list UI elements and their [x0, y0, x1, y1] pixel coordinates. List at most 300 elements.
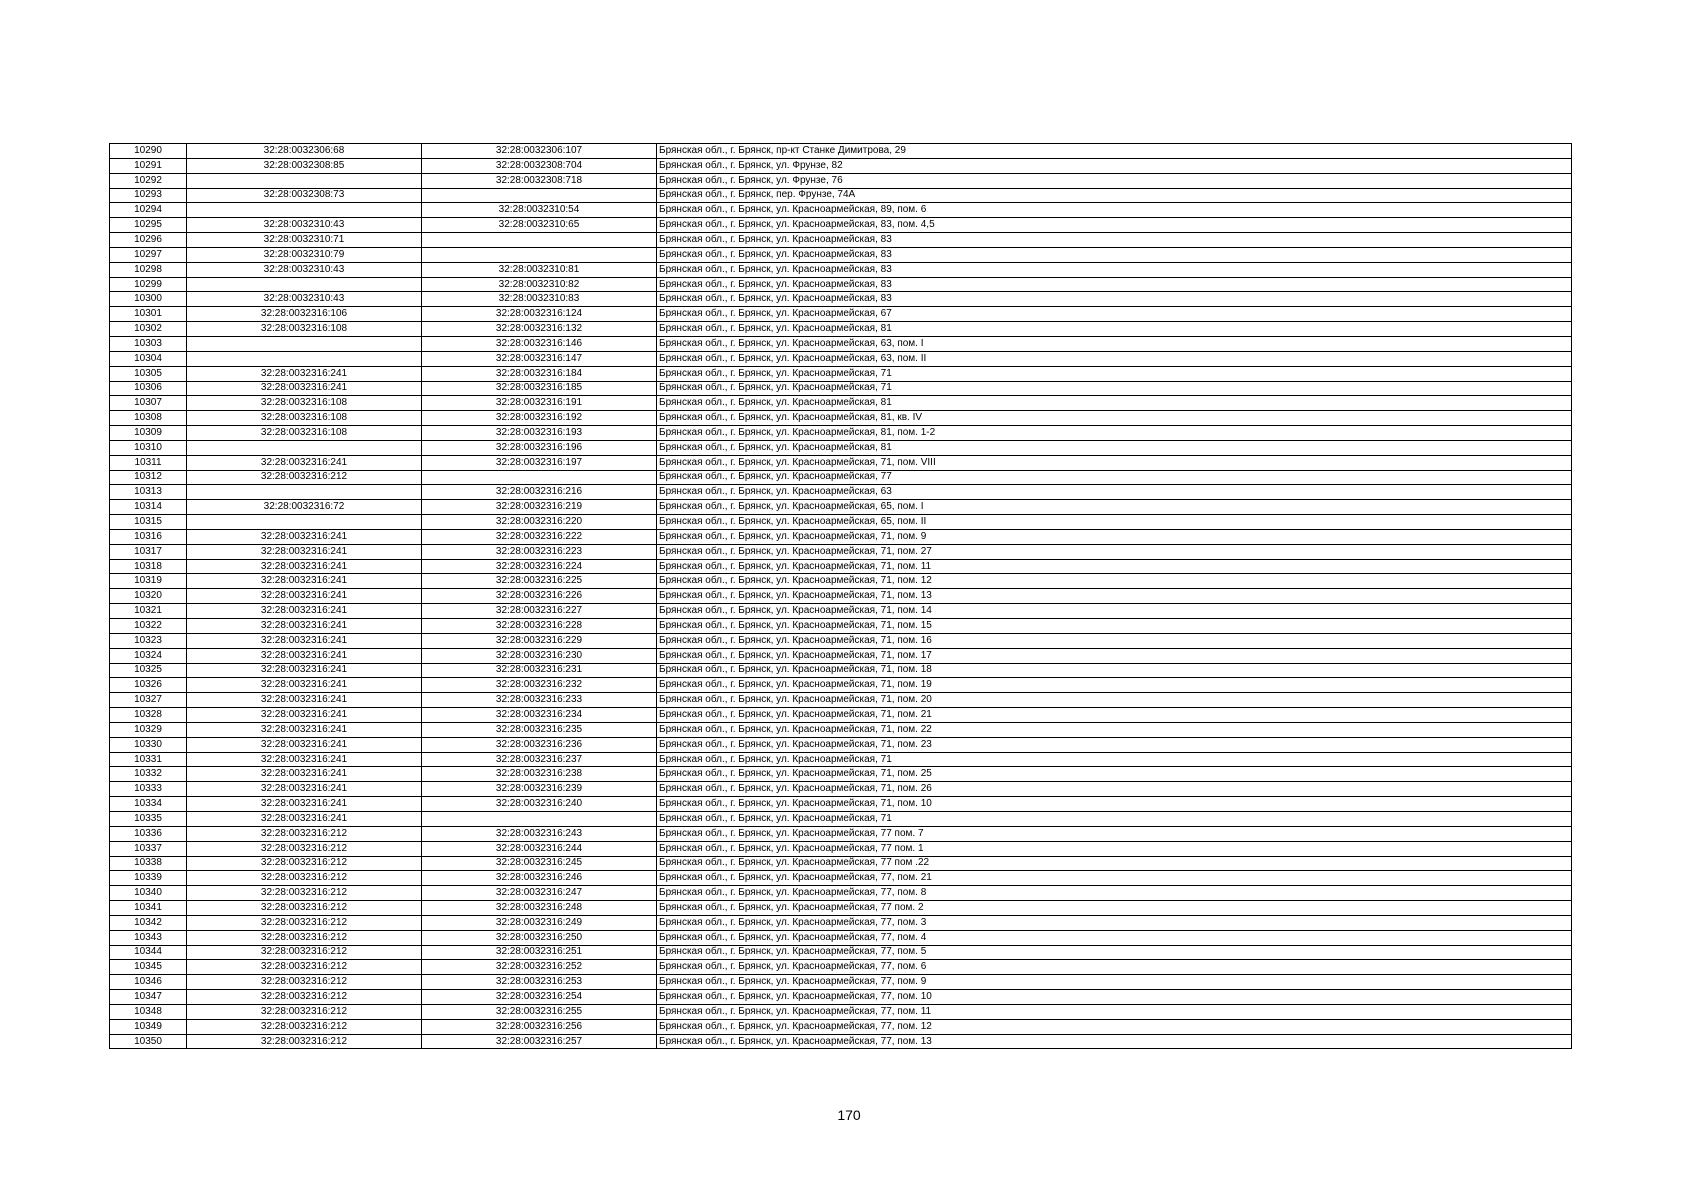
address-cell: Брянская обл., г. Брянск, ул. Красноармейская, 71, пом. 10 — [657, 797, 1572, 812]
land-cadastral-number-cell: 32:28:0032316:108 — [187, 322, 422, 337]
building-cadastral-number-cell: 32:28:0032316:229 — [422, 633, 657, 648]
building-cadastral-number-cell: 32:28:0032310:65 — [422, 218, 657, 233]
land-cadastral-number-cell: 32:28:0032316:241 — [187, 381, 422, 396]
building-cadastral-number-cell: 32:28:0032308:718 — [422, 173, 657, 188]
table-row — [110, 470, 1572, 485]
address-cell: Брянская обл., г. Брянск, ул. Красноармейская, 77 пом. 7 — [657, 826, 1572, 841]
row-number-cell: 10330 — [110, 737, 187, 752]
table-row — [110, 544, 1572, 559]
table-row — [110, 188, 1572, 203]
land-cadastral-number-cell: 32:28:0032316:241 — [187, 811, 422, 826]
row-number-cell: 10300 — [110, 292, 187, 307]
land-cadastral-number-cell: 32:28:0032316:241 — [187, 366, 422, 381]
land-cadastral-number-cell: 32:28:0032310:43 — [187, 218, 422, 233]
address-cell: Брянская обл., г. Брянск, ул. Красноармейская, 71 — [657, 752, 1572, 767]
building-cadastral-number-cell: 32:28:0032316:245 — [422, 856, 657, 871]
table-row — [110, 960, 1572, 975]
table-row — [110, 574, 1572, 589]
land-cadastral-number-cell: 32:28:0032316:241 — [187, 663, 422, 678]
building-cadastral-number-cell: 32:28:0032316:193 — [422, 426, 657, 441]
address-cell: Брянская обл., г. Брянск, ул. Красноармейская, 77, пом. 5 — [657, 945, 1572, 960]
land-cadastral-number-cell: 32:28:0032316:212 — [187, 930, 422, 945]
row-number-cell: 10333 — [110, 782, 187, 797]
row-number-cell: 10291 — [110, 158, 187, 173]
land-cadastral-number-cell — [187, 351, 422, 366]
address-cell: Брянская обл., г. Брянск, ул. Красноармейская, 65, пом. I — [657, 500, 1572, 515]
row-number-cell: 10320 — [110, 589, 187, 604]
address-cell: Брянская обл., г. Брянск, ул. Красноармейская, 71, пом. 11 — [657, 559, 1572, 574]
table-row — [110, 811, 1572, 826]
row-number-cell: 10319 — [110, 574, 187, 589]
table-row — [110, 144, 1572, 159]
address-cell: Брянская обл., г. Брянск, ул. Красноармейская, 63, пом. II — [657, 351, 1572, 366]
row-number-cell: 10337 — [110, 841, 187, 856]
building-cadastral-number-cell: 32:28:0032316:230 — [422, 648, 657, 663]
land-cadastral-number-cell: 32:28:0032316:241 — [187, 678, 422, 693]
building-cadastral-number-cell: 32:28:0032316:255 — [422, 1004, 657, 1019]
building-cadastral-number-cell: 32:28:0032316:132 — [422, 322, 657, 337]
address-cell: Брянская обл., г. Брянск, ул. Красноармейская, 71, пом. 22 — [657, 722, 1572, 737]
land-cadastral-number-cell: 32:28:0032316:212 — [187, 470, 422, 485]
table-row — [110, 708, 1572, 723]
building-cadastral-number-cell: 32:28:0032310:83 — [422, 292, 657, 307]
address-cell: Брянская обл., г. Брянск, ул. Красноармейская, 77, пом. 4 — [657, 930, 1572, 945]
building-cadastral-number-cell: 32:28:0032308:704 — [422, 158, 657, 173]
building-cadastral-number-cell: 32:28:0032316:184 — [422, 366, 657, 381]
land-cadastral-number-cell: 32:28:0032316:106 — [187, 307, 422, 322]
address-cell: Брянская обл., г. Брянск, ул. Красноармейская, 77 пом. 1 — [657, 841, 1572, 856]
land-cadastral-number-cell: 32:28:0032316:241 — [187, 737, 422, 752]
table-row — [110, 173, 1572, 188]
row-number-cell: 10348 — [110, 1004, 187, 1019]
building-cadastral-number-cell: 32:28:0032316:254 — [422, 990, 657, 1005]
building-cadastral-number-cell: 32:28:0032316:237 — [422, 752, 657, 767]
building-cadastral-number-cell: 32:28:0032316:248 — [422, 901, 657, 916]
address-cell: Брянская обл., г. Брянск, ул. Красноармейская, 83, пом. 4,5 — [657, 218, 1572, 233]
address-cell: Брянская обл., г. Брянск, ул. Красноармейская, 83 — [657, 233, 1572, 248]
row-number-cell: 10309 — [110, 426, 187, 441]
table-row — [110, 767, 1572, 782]
land-cadastral-number-cell: 32:28:0032316:241 — [187, 693, 422, 708]
table-row — [110, 455, 1572, 470]
land-cadastral-number-cell: 32:28:0032310:71 — [187, 233, 422, 248]
row-number-cell: 10331 — [110, 752, 187, 767]
table-row — [110, 737, 1572, 752]
table-row — [110, 485, 1572, 500]
land-cadastral-number-cell: 32:28:0032316:241 — [187, 722, 422, 737]
table-row — [110, 336, 1572, 351]
row-number-cell: 10318 — [110, 559, 187, 574]
row-number-cell: 10341 — [110, 901, 187, 916]
land-cadastral-number-cell: 32:28:0032316:241 — [187, 544, 422, 559]
address-cell: Брянская обл., г. Брянск, ул. Красноармейская, 71, пом. 25 — [657, 767, 1572, 782]
address-cell: Брянская обл., г. Брянск, пер. Фрунзе, 74А — [657, 188, 1572, 203]
building-cadastral-number-cell: 32:28:0032316:247 — [422, 886, 657, 901]
table-row — [110, 797, 1572, 812]
table-row — [110, 678, 1572, 693]
land-cadastral-number-cell — [187, 203, 422, 218]
address-cell: Брянская обл., г. Брянск, ул. Красноармейская, 83 — [657, 277, 1572, 292]
row-number-cell: 10328 — [110, 708, 187, 723]
row-number-cell: 10305 — [110, 366, 187, 381]
land-cadastral-number-cell: 32:28:0032316:108 — [187, 396, 422, 411]
row-number-cell: 10343 — [110, 930, 187, 945]
land-cadastral-number-cell: 32:28:0032316:241 — [187, 782, 422, 797]
row-number-cell: 10329 — [110, 722, 187, 737]
row-number-cell: 10336 — [110, 826, 187, 841]
row-number-cell: 10313 — [110, 485, 187, 500]
building-cadastral-number-cell — [422, 247, 657, 262]
row-number-cell: 10293 — [110, 188, 187, 203]
address-cell: Брянская обл., г. Брянск, ул. Красноармейская, 81, пом. 1-2 — [657, 426, 1572, 441]
building-cadastral-number-cell: 32:28:0032316:222 — [422, 529, 657, 544]
land-cadastral-number-cell: 32:28:0032316:72 — [187, 500, 422, 515]
table-row — [110, 930, 1572, 945]
building-cadastral-number-cell: 32:28:0032316:244 — [422, 841, 657, 856]
land-cadastral-number-cell: 32:28:0032310:79 — [187, 247, 422, 262]
land-cadastral-number-cell: 32:28:0032316:212 — [187, 945, 422, 960]
address-cell: Брянская обл., г. Брянск, ул. Красноармейская, 67 — [657, 307, 1572, 322]
building-cadastral-number-cell — [422, 188, 657, 203]
building-cadastral-number-cell: 32:28:0032316:219 — [422, 500, 657, 515]
address-cell: Брянская обл., г. Брянск, ул. Красноармейская, 71, пом. 26 — [657, 782, 1572, 797]
table-row — [110, 426, 1572, 441]
building-cadastral-number-cell: 32:28:0032316:146 — [422, 336, 657, 351]
table-row — [110, 1004, 1572, 1019]
building-cadastral-number-cell: 32:28:0032316:225 — [422, 574, 657, 589]
row-number-cell: 10314 — [110, 500, 187, 515]
row-number-cell: 10299 — [110, 277, 187, 292]
row-number-cell: 10349 — [110, 1019, 187, 1034]
table-row — [110, 515, 1572, 530]
table-row — [110, 752, 1572, 767]
table-row — [110, 871, 1572, 886]
land-cadastral-number-cell — [187, 173, 422, 188]
row-number-cell: 10304 — [110, 351, 187, 366]
land-cadastral-number-cell: 32:28:0032316:241 — [187, 529, 422, 544]
table-row — [110, 841, 1572, 856]
row-number-cell: 10344 — [110, 945, 187, 960]
registry-table-body — [110, 144, 1572, 1049]
address-cell: Брянская обл., г. Брянск, ул. Красноармейская, 71, пом. 19 — [657, 678, 1572, 693]
address-cell: Брянская обл., г. Брянск, ул. Красноармейская, 81, кв. IV — [657, 411, 1572, 426]
table-row — [110, 856, 1572, 871]
address-cell: Брянская обл., г. Брянск, ул. Красноармейская, 81 — [657, 396, 1572, 411]
building-cadastral-number-cell: 32:28:0032316:256 — [422, 1019, 657, 1034]
row-number-cell: 10321 — [110, 604, 187, 619]
building-cadastral-number-cell: 32:28:0032316:238 — [422, 767, 657, 782]
address-cell: Брянская обл., г. Брянск, ул. Красноармейская, 63, пом. I — [657, 336, 1572, 351]
address-cell: Брянская обл., г. Брянск, ул. Красноармейская, 71, пом. VIII — [657, 455, 1572, 470]
table-row — [110, 440, 1572, 455]
land-cadastral-number-cell: 32:28:0032308:73 — [187, 188, 422, 203]
address-cell: Брянская обл., г. Брянск, пр-кт Станке Димитрова, 29 — [657, 144, 1572, 159]
address-cell: Брянская обл., г. Брянск, ул. Красноармейская, 77, пом. 10 — [657, 990, 1572, 1005]
building-cadastral-number-cell: 32:28:0032316:185 — [422, 381, 657, 396]
address-cell: Брянская обл., г. Брянск, ул. Красноармейская, 71 — [657, 381, 1572, 396]
row-number-cell: 10340 — [110, 886, 187, 901]
table-row — [110, 633, 1572, 648]
row-number-cell: 10290 — [110, 144, 187, 159]
building-cadastral-number-cell: 32:28:0032316:196 — [422, 440, 657, 455]
table-row — [110, 693, 1572, 708]
row-number-cell: 10345 — [110, 960, 187, 975]
building-cadastral-number-cell: 32:28:0032316:223 — [422, 544, 657, 559]
table-row — [110, 411, 1572, 426]
row-number-cell: 10338 — [110, 856, 187, 871]
land-cadastral-number-cell: 32:28:0032316:212 — [187, 886, 422, 901]
building-cadastral-number-cell: 32:28:0032316:243 — [422, 826, 657, 841]
address-cell: Брянская обл., г. Брянск, ул. Красноармейская, 71, пом. 14 — [657, 604, 1572, 619]
land-cadastral-number-cell: 32:28:0032316:241 — [187, 648, 422, 663]
address-cell: Брянская обл., г. Брянск, ул. Красноармейская, 71, пом. 27 — [657, 544, 1572, 559]
building-cadastral-number-cell: 32:28:0032316:233 — [422, 693, 657, 708]
table-row — [110, 1019, 1572, 1034]
building-cadastral-number-cell: 32:28:0032316:232 — [422, 678, 657, 693]
land-cadastral-number-cell: 32:28:0032316:241 — [187, 559, 422, 574]
land-cadastral-number-cell: 32:28:0032316:212 — [187, 990, 422, 1005]
building-cadastral-number-cell — [422, 470, 657, 485]
page-number: 170 — [837, 1107, 861, 1123]
row-number-cell: 10303 — [110, 336, 187, 351]
building-cadastral-number-cell: 32:28:0032316:236 — [422, 737, 657, 752]
building-cadastral-number-cell: 32:28:0032316:231 — [422, 663, 657, 678]
land-cadastral-number-cell: 32:28:0032316:241 — [187, 619, 422, 634]
building-cadastral-number-cell: 32:28:0032316:197 — [422, 455, 657, 470]
land-cadastral-number-cell: 32:28:0032316:212 — [187, 915, 422, 930]
row-number-cell: 10301 — [110, 307, 187, 322]
table-row — [110, 292, 1572, 307]
address-cell: Брянская обл., г. Брянск, ул. Красноармейская, 77 пом. 2 — [657, 901, 1572, 916]
building-cadastral-number-cell: 32:28:0032310:81 — [422, 262, 657, 277]
row-number-cell: 10323 — [110, 633, 187, 648]
address-cell: Брянская обл., г. Брянск, ул. Красноармейская, 71, пом. 12 — [657, 574, 1572, 589]
address-cell: Брянская обл., г. Брянск, ул. Красноармейская, 71, пом. 20 — [657, 693, 1572, 708]
land-cadastral-number-cell: 32:28:0032316:212 — [187, 826, 422, 841]
address-cell: Брянская обл., г. Брянск, ул. Красноармейская, 71, пом. 17 — [657, 648, 1572, 663]
building-cadastral-number-cell: 32:28:0032316:252 — [422, 960, 657, 975]
land-cadastral-number-cell: 32:28:0032316:212 — [187, 856, 422, 871]
table-row — [110, 559, 1572, 574]
building-cadastral-number-cell: 32:28:0032316:239 — [422, 782, 657, 797]
table-row — [110, 529, 1572, 544]
address-cell: Брянская обл., г. Брянск, ул. Красноармейская, 71, пом. 18 — [657, 663, 1572, 678]
table-row — [110, 322, 1572, 337]
building-cadastral-number-cell: 32:28:0032316:216 — [422, 485, 657, 500]
land-cadastral-number-cell: 32:28:0032316:241 — [187, 604, 422, 619]
building-cadastral-number-cell: 32:28:0032316:257 — [422, 1034, 657, 1049]
building-cadastral-number-cell: 32:28:0032316:192 — [422, 411, 657, 426]
address-cell: Брянская обл., г. Брянск, ул. Красноармейская, 71, пом. 13 — [657, 589, 1572, 604]
row-number-cell: 10316 — [110, 529, 187, 544]
address-cell: Брянская обл., г. Брянск, ул. Красноармейская, 77, пом. 11 — [657, 1004, 1572, 1019]
land-cadastral-number-cell: 32:28:0032316:212 — [187, 960, 422, 975]
building-cadastral-number-cell: 32:28:0032316:253 — [422, 975, 657, 990]
address-cell: Брянская обл., г. Брянск, ул. Красноармейская, 77 пом .22 — [657, 856, 1572, 871]
building-cadastral-number-cell: 32:28:0032316:251 — [422, 945, 657, 960]
land-cadastral-number-cell: 32:28:0032316:212 — [187, 841, 422, 856]
table-row — [110, 975, 1572, 990]
row-number-cell: 10292 — [110, 173, 187, 188]
row-number-cell: 10324 — [110, 648, 187, 663]
address-cell: Брянская обл., г. Брянск, ул. Красноармейская, 71, пом. 9 — [657, 529, 1572, 544]
row-number-cell: 10308 — [110, 411, 187, 426]
row-number-cell: 10346 — [110, 975, 187, 990]
building-cadastral-number-cell: 32:28:0032316:226 — [422, 589, 657, 604]
address-cell: Брянская обл., г. Брянск, ул. Красноармейская, 71 — [657, 366, 1572, 381]
land-cadastral-number-cell: 32:28:0032316:241 — [187, 797, 422, 812]
land-cadastral-number-cell: 32:28:0032316:212 — [187, 1034, 422, 1049]
row-number-cell: 10295 — [110, 218, 187, 233]
land-cadastral-number-cell: 32:28:0032316:212 — [187, 901, 422, 916]
address-cell: Брянская обл., г. Брянск, ул. Красноармейская, 71 — [657, 811, 1572, 826]
table-row — [110, 1034, 1572, 1049]
table-row — [110, 990, 1572, 1005]
row-number-cell: 10332 — [110, 767, 187, 782]
table-row — [110, 277, 1572, 292]
address-cell: Брянская обл., г. Брянск, ул. Фрунзе, 82 — [657, 158, 1572, 173]
row-number-cell: 10297 — [110, 247, 187, 262]
row-number-cell: 10327 — [110, 693, 187, 708]
row-number-cell: 10347 — [110, 990, 187, 1005]
address-cell: Брянская обл., г. Брянск, ул. Красноармейская, 83 — [657, 247, 1572, 262]
land-cadastral-number-cell: 32:28:0032306:68 — [187, 144, 422, 159]
land-cadastral-number-cell — [187, 277, 422, 292]
land-cadastral-number-cell: 32:28:0032316:108 — [187, 411, 422, 426]
building-cadastral-number-cell: 32:28:0032310:54 — [422, 203, 657, 218]
building-cadastral-number-cell: 32:28:0032316:227 — [422, 604, 657, 619]
land-cadastral-number-cell: 32:28:0032316:108 — [187, 426, 422, 441]
land-cadastral-number-cell: 32:28:0032316:241 — [187, 574, 422, 589]
land-cadastral-number-cell: 32:28:0032316:241 — [187, 752, 422, 767]
building-cadastral-number-cell: 32:28:0032316:246 — [422, 871, 657, 886]
row-number-cell: 10302 — [110, 322, 187, 337]
table-row — [110, 945, 1572, 960]
address-cell: Брянская обл., г. Брянск, ул. Красноармейская, 81 — [657, 322, 1572, 337]
row-number-cell: 10342 — [110, 915, 187, 930]
address-cell: Брянская обл., г. Брянск, ул. Красноармейская, 83 — [657, 262, 1572, 277]
land-cadastral-number-cell: 32:28:0032316:241 — [187, 589, 422, 604]
row-number-cell: 10326 — [110, 678, 187, 693]
building-cadastral-number-cell: 32:28:0032316:235 — [422, 722, 657, 737]
row-number-cell: 10322 — [110, 619, 187, 634]
address-cell: Брянская обл., г. Брянск, ул. Красноармейская, 63 — [657, 485, 1572, 500]
row-number-cell: 10317 — [110, 544, 187, 559]
table-row — [110, 262, 1572, 277]
table-row — [110, 233, 1572, 248]
table-row — [110, 366, 1572, 381]
address-cell: Брянская обл., г. Брянск, ул. Красноармейская, 77, пом. 8 — [657, 886, 1572, 901]
land-cadastral-number-cell: 32:28:0032310:43 — [187, 262, 422, 277]
land-cadastral-number-cell: 32:28:0032316:212 — [187, 871, 422, 886]
building-cadastral-number-cell: 32:28:0032316:124 — [422, 307, 657, 322]
land-cadastral-number-cell: 32:28:0032308:85 — [187, 158, 422, 173]
table-row — [110, 663, 1572, 678]
address-cell: Брянская обл., г. Брянск, ул. Красноармейская, 83 — [657, 292, 1572, 307]
table-row — [110, 203, 1572, 218]
address-cell: Брянская обл., г. Брянск, ул. Красноармейская, 65, пом. II — [657, 515, 1572, 530]
land-cadastral-number-cell — [187, 485, 422, 500]
building-cadastral-number-cell: 32:28:0032306:107 — [422, 144, 657, 159]
row-number-cell: 10325 — [110, 663, 187, 678]
building-cadastral-number-cell: 32:28:0032316:147 — [422, 351, 657, 366]
address-cell: Брянская обл., г. Брянск, ул. Красноармейская, 77, пом. 3 — [657, 915, 1572, 930]
table-row — [110, 396, 1572, 411]
building-cadastral-number-cell: 32:28:0032316:240 — [422, 797, 657, 812]
land-cadastral-number-cell: 32:28:0032316:241 — [187, 708, 422, 723]
table-row — [110, 158, 1572, 173]
building-cadastral-number-cell: 32:28:0032316:224 — [422, 559, 657, 574]
row-number-cell: 10315 — [110, 515, 187, 530]
land-cadastral-number-cell: 32:28:0032310:43 — [187, 292, 422, 307]
table-row — [110, 500, 1572, 515]
table-row — [110, 886, 1572, 901]
table-row — [110, 901, 1572, 916]
table-row — [110, 218, 1572, 233]
address-cell: Брянская обл., г. Брянск, ул. Красноармейская, 77, пом. 12 — [657, 1019, 1572, 1034]
table-row — [110, 782, 1572, 797]
building-cadastral-number-cell: 32:28:0032316:249 — [422, 915, 657, 930]
land-cadastral-number-cell: 32:28:0032316:212 — [187, 1004, 422, 1019]
land-cadastral-number-cell: 32:28:0032316:241 — [187, 633, 422, 648]
row-number-cell: 10350 — [110, 1034, 187, 1049]
land-cadastral-number-cell — [187, 515, 422, 530]
table-row — [110, 381, 1572, 396]
table-row — [110, 915, 1572, 930]
building-cadastral-number-cell — [422, 233, 657, 248]
row-number-cell: 10311 — [110, 455, 187, 470]
building-cadastral-number-cell: 32:28:0032316:191 — [422, 396, 657, 411]
row-number-cell: 10335 — [110, 811, 187, 826]
land-cadastral-number-cell: 32:28:0032316:212 — [187, 975, 422, 990]
table-row — [110, 648, 1572, 663]
building-cadastral-number-cell: 32:28:0032316:250 — [422, 930, 657, 945]
table-row — [110, 247, 1572, 262]
land-cadastral-number-cell — [187, 336, 422, 351]
building-cadastral-number-cell: 32:28:0032316:220 — [422, 515, 657, 530]
row-number-cell: 10339 — [110, 871, 187, 886]
address-cell: Брянская обл., г. Брянск, ул. Красноармейская, 77, пом. 9 — [657, 975, 1572, 990]
table-row — [110, 351, 1572, 366]
registry-table — [109, 143, 1572, 1049]
address-cell: Брянская обл., г. Брянск, ул. Красноармейская, 89, пом. 6 — [657, 203, 1572, 218]
row-number-cell: 10312 — [110, 470, 187, 485]
land-cadastral-number-cell — [187, 440, 422, 455]
address-cell: Брянская обл., г. Брянск, ул. Красноармейская, 77, пом. 6 — [657, 960, 1572, 975]
building-cadastral-number-cell: 32:28:0032310:82 — [422, 277, 657, 292]
address-cell: Брянская обл., г. Брянск, ул. Красноармейская, 81 — [657, 440, 1572, 455]
address-cell: Брянская обл., г. Брянск, ул. Красноармейская, 77, пом. 13 — [657, 1034, 1572, 1049]
building-cadastral-number-cell — [422, 811, 657, 826]
land-cadastral-number-cell: 32:28:0032316:241 — [187, 455, 422, 470]
table-row — [110, 619, 1572, 634]
address-cell: Брянская обл., г. Брянск, ул. Фрунзе, 76 — [657, 173, 1572, 188]
row-number-cell: 10298 — [110, 262, 187, 277]
address-cell: Брянская обл., г. Брянск, ул. Красноармейская, 77, пом. 21 — [657, 871, 1572, 886]
table-row — [110, 604, 1572, 619]
row-number-cell: 10296 — [110, 233, 187, 248]
land-cadastral-number-cell: 32:28:0032316:212 — [187, 1019, 422, 1034]
row-number-cell: 10294 — [110, 203, 187, 218]
row-number-cell: 10306 — [110, 381, 187, 396]
land-cadastral-number-cell: 32:28:0032316:241 — [187, 767, 422, 782]
address-cell: Брянская обл., г. Брянск, ул. Красноармейская, 71, пом. 16 — [657, 633, 1572, 648]
table-row — [110, 589, 1572, 604]
building-cadastral-number-cell: 32:28:0032316:228 — [422, 619, 657, 634]
row-number-cell: 10334 — [110, 797, 187, 812]
table-row — [110, 722, 1572, 737]
building-cadastral-number-cell: 32:28:0032316:234 — [422, 708, 657, 723]
